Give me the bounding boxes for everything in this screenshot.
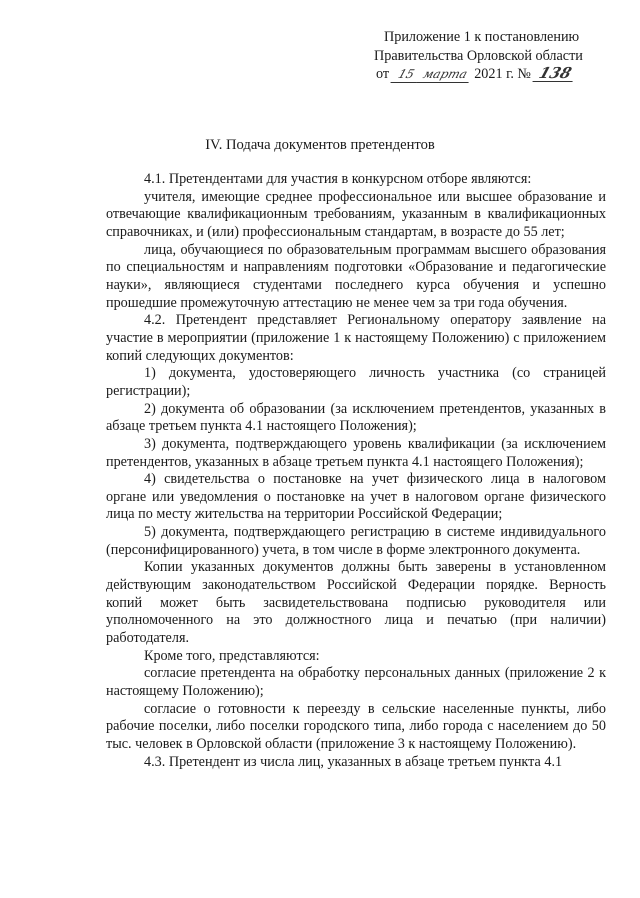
- paragraph: учителя, имеющие среднее профессиональное или высшее образование и отвечающие квалификационным требованиям, указанным в квалификационных справочниках, и (или) профессиональным стандартам, в возрасте до 55 лет;: [106, 188, 606, 240]
- header-prefix: от: [376, 66, 390, 82]
- paragraph: согласие претендента на обработку персональных данных (приложение 2 к настоящему Положению);: [106, 665, 606, 700]
- paragraph: 4.2. Претендент представляет Региональному оператору заявление на участие в мероприятии (приложение 1 к настоящему Положению) с приложением копий следующих документов:: [106, 312, 606, 364]
- paragraph: 5) документа, подтверждающего регистрацию в системе индивидуального (персонифицированного) учета, в том числе в форме электронного документа.: [106, 524, 606, 558]
- header-line-2: Правительства Орловской области: [374, 47, 583, 64]
- paragraph: Копии указанных документов должны быть заверены в установленном действующим законодательством Российской Федерации порядке. Верность копий может быть засвидетельствована подписью руководителя или уполномоченного на это должностного лица и печатью (при наличии) работодателя.: [106, 559, 606, 647]
- attachment-header: [374, 28, 614, 84]
- paragraph: 4.3. Претендент из числа лиц, указанных в абзаце третьем пункта 4.1: [144, 753, 563, 770]
- paragraph: 1) документа, удостоверяющего личность участника (со страницей регистрации);: [106, 365, 606, 399]
- paragraph: лица, обучающиеся по образовательным программам высшего образования по специальностям и направлениям подготовки «Образование и педагогические науки», являющиеся студентами последнего курса обучения и успешно прошедшие промежуточную аттестацию не менее чем за три года обучения.: [106, 241, 606, 311]
- paragraph: 2) документа об образовании (за исключением претендентов, указанных в абзаце третьем пункта 4.1 настоящего Положения);: [106, 400, 606, 435]
- header-year: 2021 г. №: [474, 66, 531, 82]
- handwritten-date: 15: [390, 67, 421, 83]
- paragraph: 4.1. Претендентами для участия в конкурсном отборе являются:: [144, 171, 532, 187]
- section-title: IV. Подача документов претендентов: [205, 137, 435, 153]
- paragraph: 4) свидетельства о постановке на учет физического лица в налоговом органе или уведомления о постановке на учет в налоговом органе физического лица по месту жительства на территории Российской Федерации;: [106, 471, 606, 523]
- handwritten-number: 138: [532, 66, 577, 82]
- document-body: [106, 171, 606, 771]
- paragraph: согласие о готовности к переезду в сельские населенные пункты, либо рабочие поселки, либо поселки городского типа, либо города с населением до 50 тыс. человек в Орловской области (приложение 3 к настоящему Положению).: [106, 700, 606, 752]
- paragraph: Кроме того, представляются:: [144, 647, 320, 664]
- handwritten-month: марта: [416, 67, 473, 83]
- paragraph: 3) документа, подтверждающего уровень квалификации (за исключением претендентов, указанных в абзаце третьем пункта 4.1 настоящего Положения);: [106, 435, 606, 470]
- header-line-1: Приложение 1 к постановлению: [384, 29, 580, 45]
- header-line-3: [374, 65, 614, 84]
